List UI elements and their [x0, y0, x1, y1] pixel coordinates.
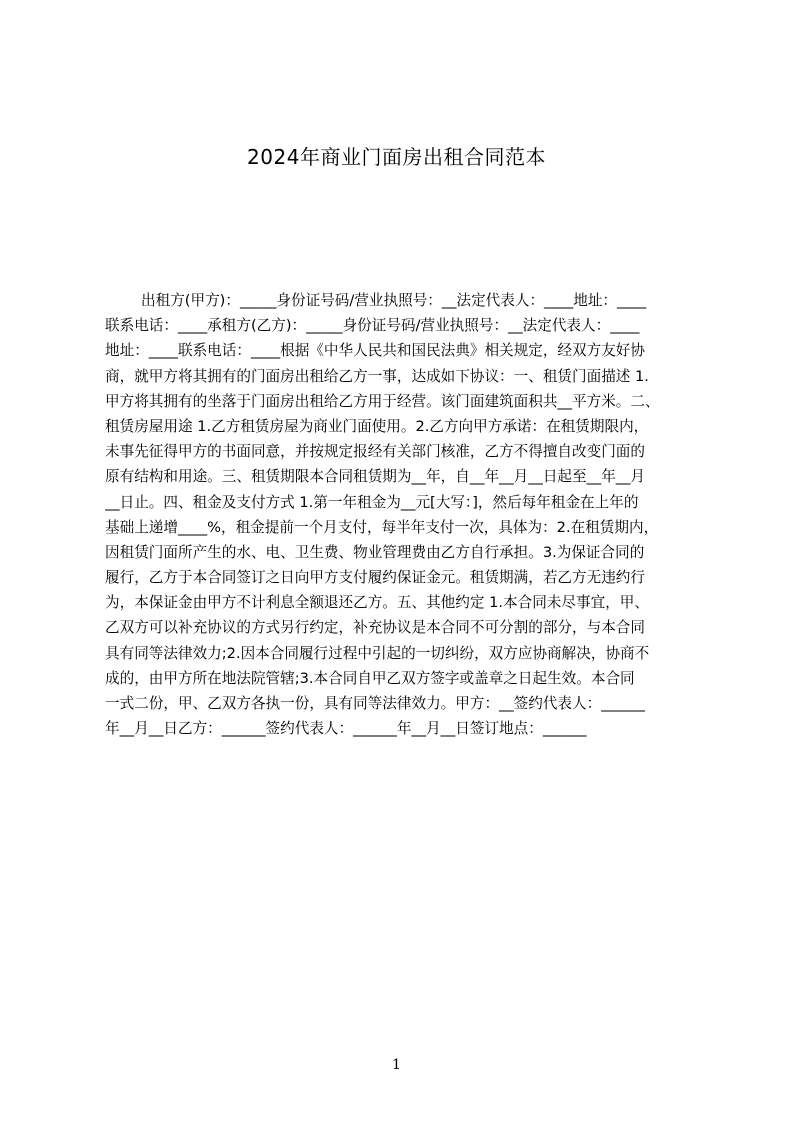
paragraph-line: 为，本保证金由甲方不计利息全额退还乙方。五、其他约定 1.本合同未尽事宜，甲、: [105, 594, 649, 612]
paragraph-line: 一式二份，甲、乙双方各执一份，具有同等法律效力。甲方：__签约代表人：______: [105, 695, 645, 712]
paragraph-line: __日止。四、租金及支付方式 1.第一年租金为__元[大写：]，然后每年租金在上年的: [105, 493, 639, 511]
paragraph-line: 履行，乙方于本合同签订之日向甲方支付履约保证金元。租赁期满，若乙方无违约行: [105, 569, 645, 587]
paragraph-line: 乙双方可以补充协议的方式另行约定，补充协议是本合同不可分割的部分，与本合同: [105, 619, 645, 637]
paragraph-line: 年__月__日乙方：______签约代表人：______年__月__日签订地点：______: [105, 720, 587, 738]
paragraph-line: 甲方将其拥有的坐落于门面房出租给乙方用于经营。该门面建筑面积共__平方米。二、: [105, 392, 660, 410]
paragraph-line: 地址：____联系电话：____根据《中华人民共和国民法典》相关规定，经双方友好协: [105, 342, 645, 360]
paragraph-line: 商，就甲方将其拥有的门面房出租给乙方一事，达成如下协议：一、租赁门面描述 1.: [105, 367, 649, 385]
paragraph-line: 具有同等法律效力;2.因本合同履行过程中引起的一切纠纷，双方应协商解决，协商不: [105, 644, 650, 662]
paragraph-line: 联系电话：____承租方(乙方)：_____身份证号码/营业执照号：__法定代表人：____: [105, 317, 640, 335]
document-title: 2024年商业门面房出租合同范本: [247, 145, 546, 169]
page-number: 1: [392, 1057, 401, 1073]
paragraph-line: 原有结构和用途。三、租赁期限本合同租赁期为__年，自__年__月__日起至__年__月: [105, 468, 645, 486]
paragraph-line: 租赁房屋用途 1.乙方租赁房屋为商业门面使用。2.乙方向甲方承诺：在租赁期限内，: [105, 417, 649, 435]
paragraph-line: 未事先征得甲方的书面同意，并按规定报经有关部门核准，乙方不得擅自改变门面的: [105, 443, 645, 461]
paragraph-line: 因租赁门面所产生的水、电、卫生费、物业管理费由乙方自行承担。3.为保证合同的: [105, 543, 645, 561]
paragraph-line: 基础上递增____%，租金提前一个月支付，每半年支付一次，具体为：2.在租赁期内，: [105, 518, 659, 536]
paragraph-line: 出租方(甲方)：_____身份证号码/营业执照号：__法定代表人：____地址：____: [141, 292, 647, 309]
contract-body: [105, 288, 699, 808]
paragraph-line: 成的，由甲方所在地法院管辖;3.本合同自甲乙双方签字或盖章之日起生效。本合同: [105, 669, 635, 687]
